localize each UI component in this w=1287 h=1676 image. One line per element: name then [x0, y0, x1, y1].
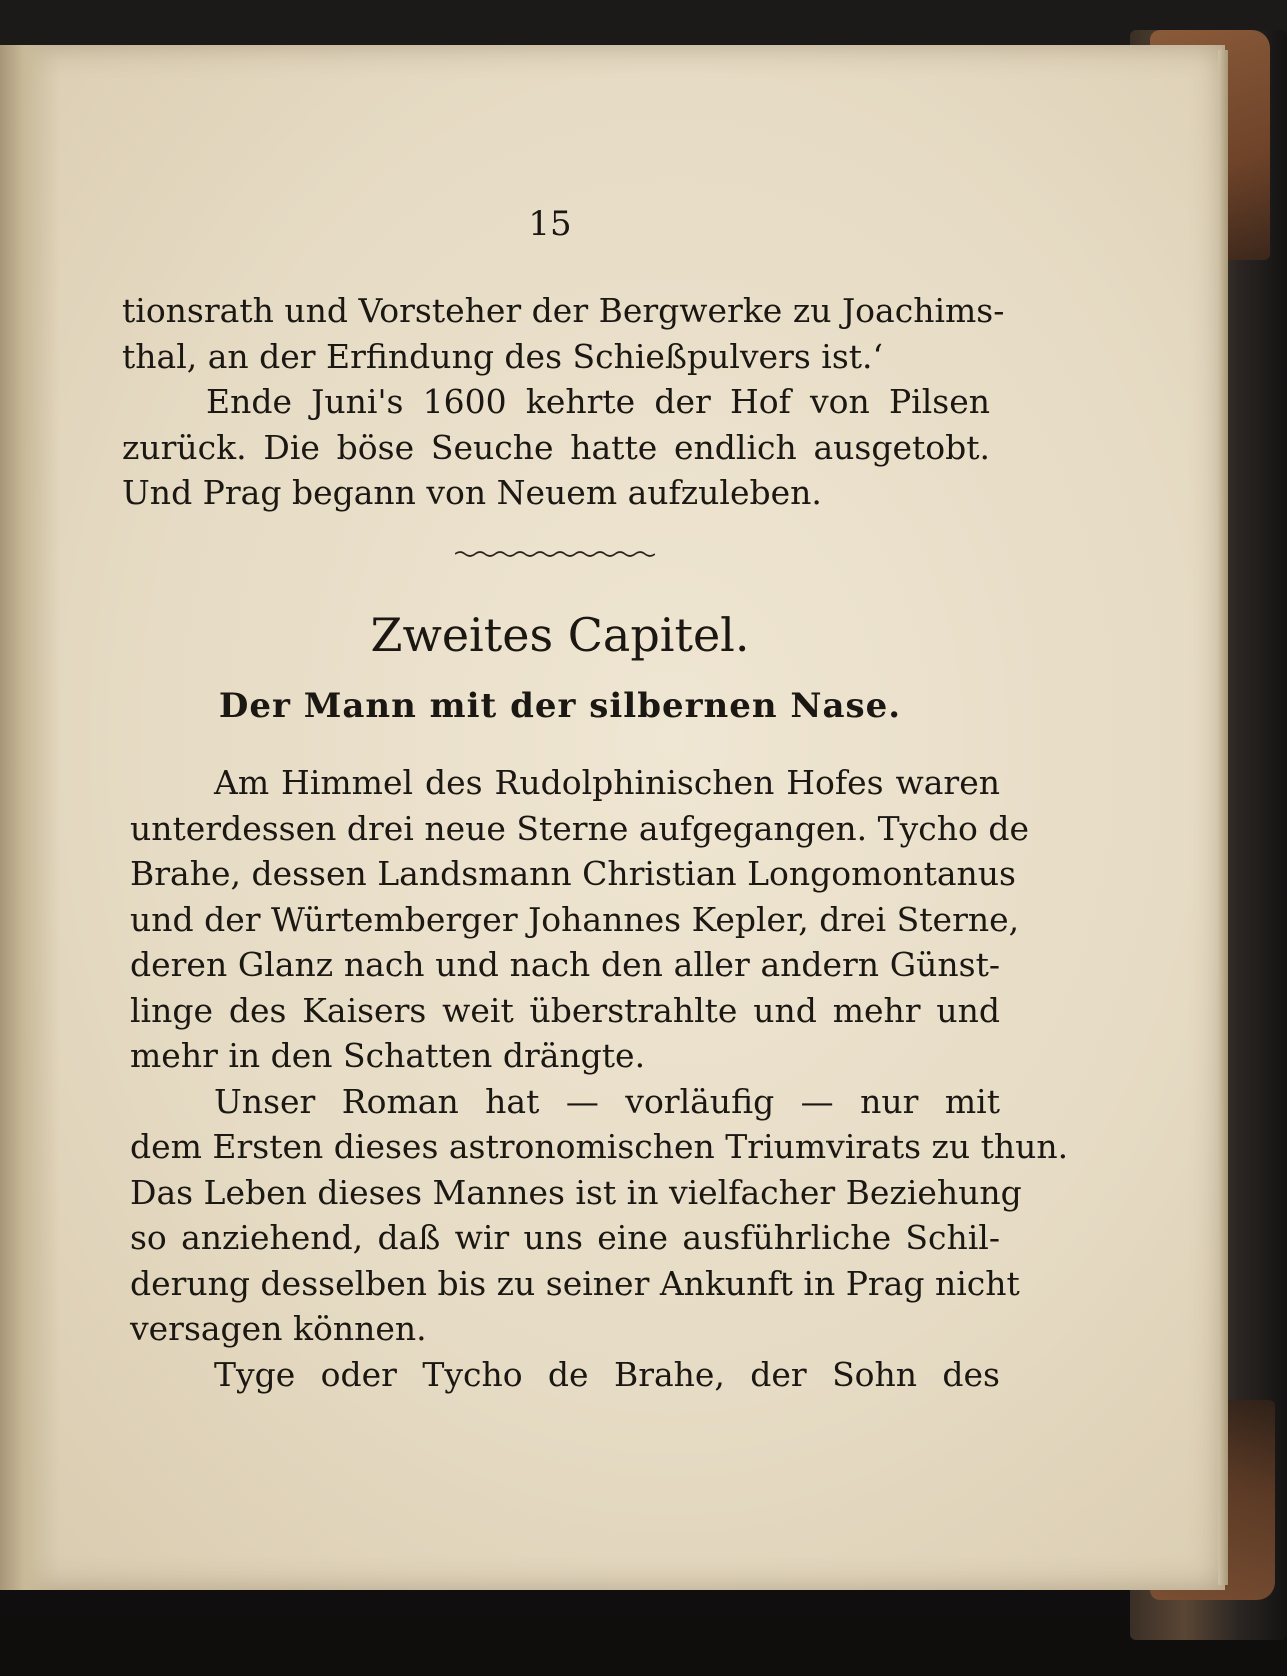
text-line: Brahe, dessen Landsmann Christian Longomontanus: [130, 854, 1016, 893]
text-line: linge des Kaisers weit überstrahlte und mehr und: [130, 990, 1000, 1030]
text-line: unterdessen drei neue Sterne aufgegangen. Tycho de: [130, 808, 1029, 848]
text-line: deren Glanz nach und nach den aller andern Günst-: [130, 945, 1000, 984]
page-edge: [1218, 50, 1228, 1585]
text-line: Und Prag begann von Neuem aufzuleben.: [122, 473, 822, 512]
text-line: Das Leben dieses Mannes ist in vielfacher Beziehung: [130, 1172, 1022, 1212]
text-line: so anziehend, daß wir uns eine ausführliche Schil-: [130, 1218, 1000, 1257]
text-line: dem Ersten dieses astronomischen Triumvirats zu thun.: [130, 1127, 1069, 1166]
chapter-subtitle: Der Mann mit der silbernen Nase.: [218, 686, 902, 726]
text-line: Ende Juni's 1600 kehrte der Hof von Pilsen: [206, 382, 990, 421]
text-line: Am Himmel des Rudolphinischen Hofes waren: [214, 763, 1000, 802]
text-line: mehr in den Schatten drängte.: [130, 1036, 646, 1075]
text-block-chapter-body: [130, 762, 1069, 1399]
decorative-wave-rule: [455, 548, 655, 560]
text-block-before-chapter: [122, 290, 1005, 518]
chapter-title: Zweites Capitel.: [370, 608, 750, 662]
text-line: Tyge oder Tycho de Brahe, der Sohn des: [214, 1354, 1000, 1394]
page-number: 15: [528, 204, 572, 244]
page-gutter: [0, 45, 60, 1590]
text-line: thal, an der Erfindung des Schießpulvers ist.‘: [122, 336, 884, 376]
text-line: und der Würtemberger Johannes Kepler, drei Sterne,: [130, 899, 1020, 939]
text-line: Unser Roman hat — vorläufig — nur mit: [214, 1081, 1000, 1121]
text-line: zurück. Die böse Seuche hatte endlich ausgetobt.: [122, 427, 990, 467]
text-line: derung desselben bis zu seiner Ankunft in Prag nicht: [130, 1263, 1020, 1303]
text-line: versagen können.: [130, 1309, 427, 1348]
text-line: tionsrath und Vorsteher der Bergwerke zu Joachims-: [122, 291, 1005, 330]
